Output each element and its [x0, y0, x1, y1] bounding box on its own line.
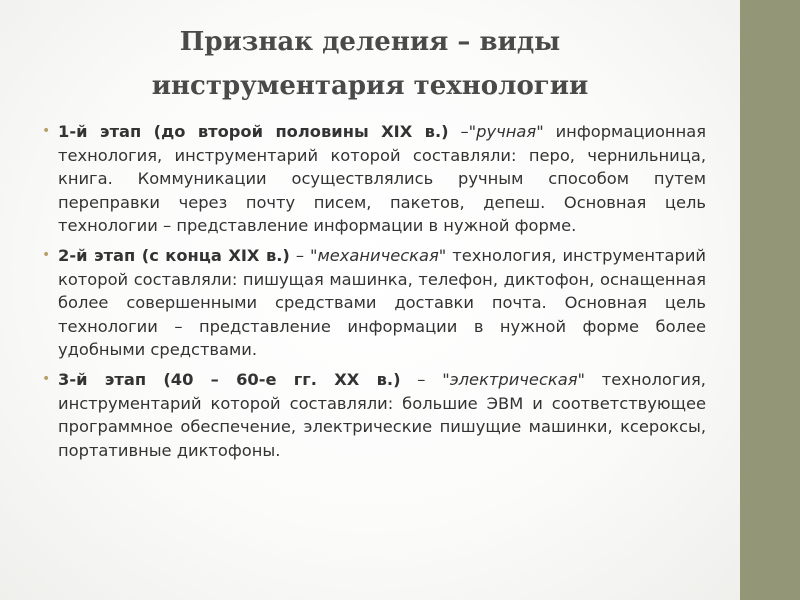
bullet-icon: • — [42, 123, 51, 139]
list-item-stage-2 — [42, 244, 706, 362]
list-item-stage-3 — [42, 368, 706, 462]
decorative-sidebar — [740, 0, 800, 600]
title-line-2: инструментария технологии — [151, 71, 589, 101]
stage-dash: – " — [289, 245, 318, 265]
stage-description: " технология, инструментарий которой составляли: пишущая машинка, телефон, диктофон, оснащенная более совершенными средствами доставки почта. Основная цель технологии – представление информации в нужной форме более удобными средствами. — [58, 245, 706, 360]
stage-description: " технология, инструментарий которой составляли: большие ЭВМ и соответствующее программное обеспечение, электрические пишущие машинки, ксероксы, портативные диктофоны. — [58, 369, 706, 460]
bullet-icon: • — [42, 370, 51, 387]
stage-label: 2-й этап (с конца XIX в.) — [58, 245, 290, 265]
technology-type: механическая — [317, 245, 439, 265]
bullet-list — [42, 120, 706, 468]
list-item-stage-1 — [42, 120, 706, 238]
technology-type: электрическая — [449, 369, 578, 389]
title-line-1: Признак деления – виды — [179, 27, 561, 57]
stage-label: 3-й этап (40 – 60-е гг. XX в.) — [58, 369, 401, 389]
stage-label: 1-й этап (до второй половины XIX в.) — [58, 122, 449, 141]
stage-description: " информационная технология, инструментарий которой составляли: перо, чернильница, книга. Коммуникации осуществлялись ручным способом путем переправки через почту писем, пакетов, депеш. Основная цель технологии – представление информации в нужной форме. — [58, 122, 706, 236]
bullet-icon: • — [42, 246, 51, 263]
stage-dash: –" — [448, 122, 477, 141]
stage-dash: – " — [400, 369, 450, 389]
slide-title — [40, 20, 700, 108]
technology-type: ручная — [476, 122, 537, 141]
